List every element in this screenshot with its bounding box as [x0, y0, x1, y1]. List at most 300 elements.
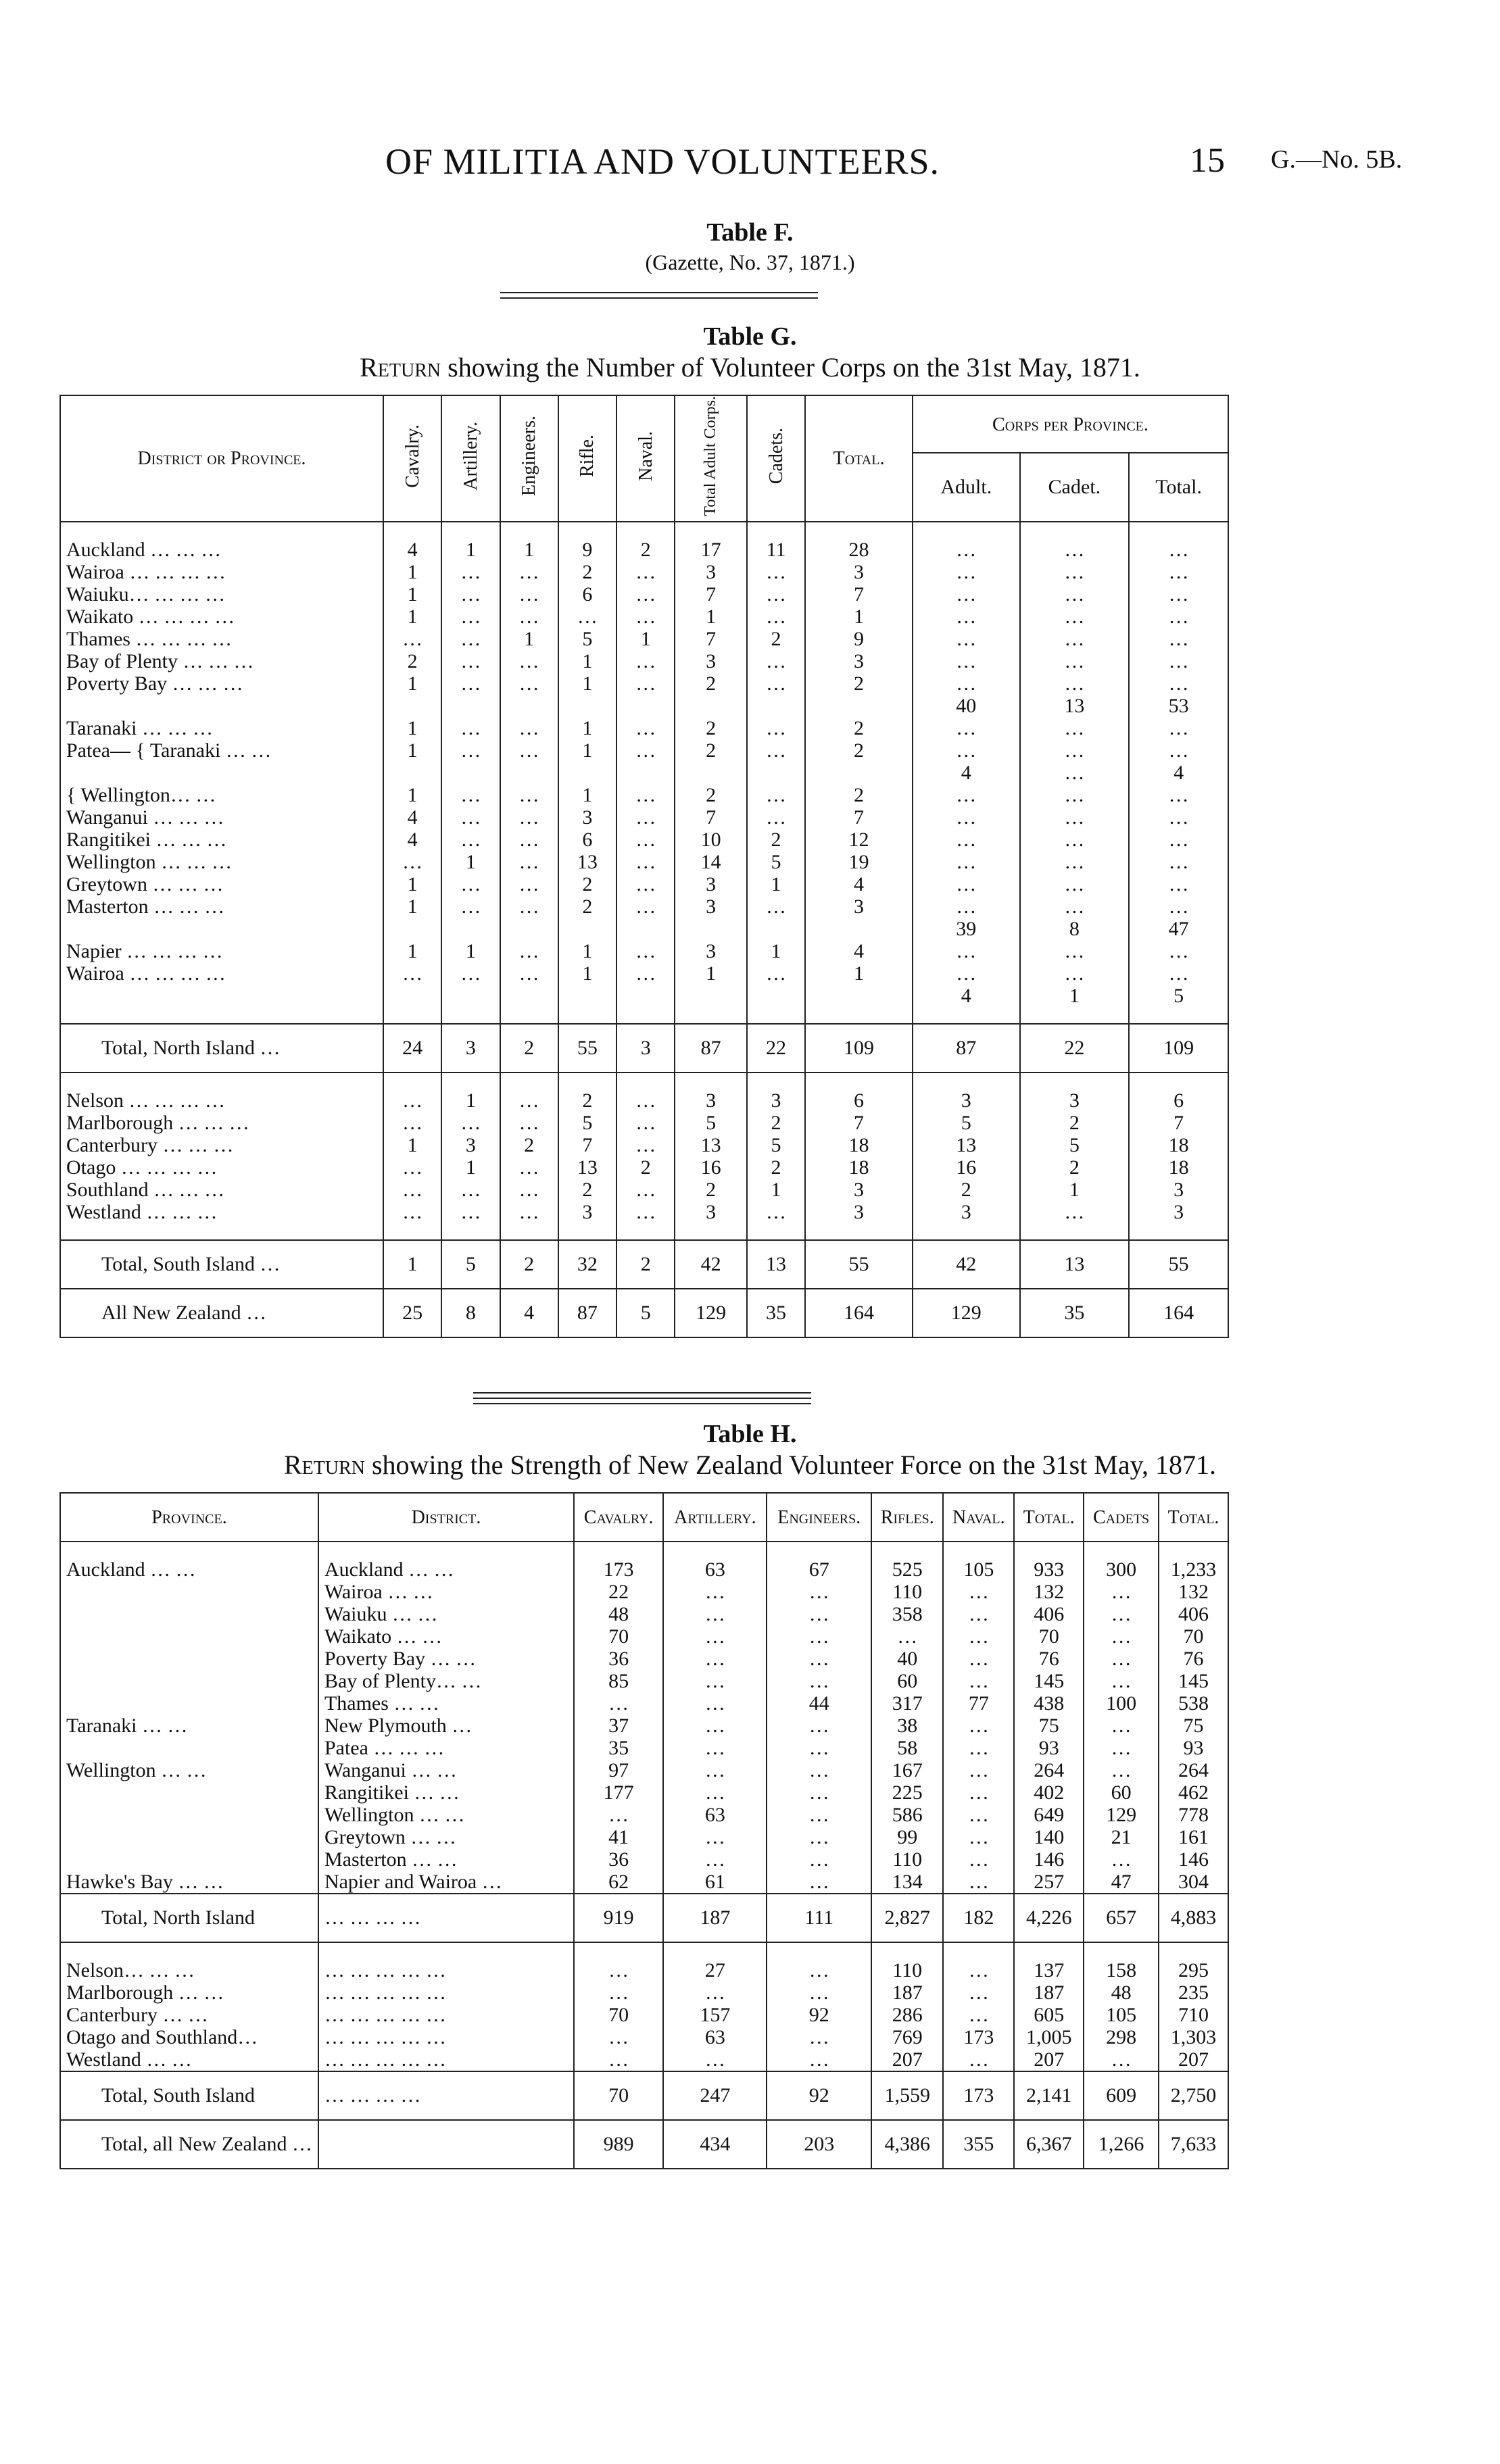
table-cell: …	[500, 1112, 558, 1134]
table-cell: 462	[1159, 1781, 1228, 1804]
column-header: Total.	[1014, 1493, 1084, 1542]
table-cell: 87	[913, 1024, 1020, 1073]
table-cell: …	[943, 1625, 1014, 1648]
table-cell: 919	[574, 1894, 663, 1942]
table-cell: 1	[675, 606, 747, 628]
table-cell: …	[616, 940, 675, 962]
col-naval: Naval.	[616, 395, 675, 522]
row-label: Patea … … …	[318, 1737, 574, 1759]
table-cell: 1,303	[1159, 2026, 1228, 2048]
table-cell: 48	[1084, 1981, 1159, 2004]
table-cell: 44	[767, 1692, 871, 1715]
table-cell: 36	[574, 1648, 663, 1670]
table-cell: 2	[805, 784, 913, 806]
table-cell: …	[767, 1759, 871, 1781]
table-cell: 3	[675, 940, 747, 962]
table-cell: 5	[441, 1240, 500, 1289]
total-row	[60, 1894, 1228, 1942]
table-cell: …	[500, 1201, 558, 1223]
table-cell: 173	[943, 2026, 1014, 2048]
table-cell: 4,386	[871, 2120, 943, 2169]
col-cavalry: Cavalry.	[383, 395, 441, 522]
column-header: Cavalry.	[574, 1493, 663, 1542]
table-cell: 177	[574, 1781, 663, 1804]
table-cell: …	[767, 1625, 871, 1648]
table-cell: …	[913, 806, 1020, 829]
table-cell: 109	[1129, 1024, 1228, 1073]
spacer-row	[60, 1073, 1228, 1089]
table-cell: 295	[1159, 1959, 1228, 1981]
table-cell	[558, 695, 616, 717]
row-label: … … … … …	[318, 2004, 574, 2026]
table-cell: …	[1020, 739, 1130, 762]
divider	[500, 297, 818, 299]
table-cell: 146	[1159, 1848, 1228, 1871]
table-cell: …	[383, 851, 441, 873]
table-row	[60, 717, 1228, 739]
table-cell: 28	[805, 539, 913, 561]
table-cell: …	[767, 1804, 871, 1826]
row-label	[318, 2120, 574, 2169]
table-cell: 2	[675, 672, 747, 695]
table-cell: 87	[675, 1024, 747, 1073]
table-g	[59, 395, 1229, 1338]
table-cell: 1	[441, 1089, 500, 1112]
table-cell: 1	[1020, 985, 1130, 1007]
table-cell: 5	[747, 851, 805, 873]
row-label: Bay of Plenty… …	[318, 1670, 574, 1692]
table-cell: 76	[1159, 1648, 1228, 1670]
table-cell: 2	[558, 561, 616, 583]
table-cell: 3	[913, 1201, 1020, 1223]
col-adult: Adult.	[913, 453, 1020, 522]
table-cell: …	[943, 1648, 1014, 1670]
table-cell: 1	[1020, 1179, 1130, 1201]
row-label: Canterbury … …	[66, 2004, 208, 2026]
table-cell: 187	[663, 1894, 767, 1942]
table-cell: 87	[558, 1289, 616, 1337]
row-label	[60, 1692, 318, 1715]
row-label: All New Zealand …	[60, 1289, 383, 1337]
table-cell: …	[616, 672, 675, 695]
table-cell: …	[616, 1201, 675, 1223]
table-cell: 41	[574, 1826, 663, 1848]
table-cell: 207	[1014, 2048, 1084, 2071]
row-label: Wanganui … … …	[66, 806, 224, 829]
row-label: Taranaki … …	[66, 1715, 188, 1737]
table-cell: 92	[767, 2004, 871, 2026]
table-cell: 63	[663, 1804, 767, 1826]
row-label	[60, 1826, 318, 1848]
table-cell: 609	[1084, 2071, 1159, 2120]
table-cell: …	[616, 1089, 675, 1112]
row-label: Rangitikei … …	[318, 1781, 574, 1804]
table-cell: …	[441, 672, 500, 695]
table-cell: 18	[805, 1134, 913, 1156]
table-cell: 1	[383, 561, 441, 583]
table-cell: 6	[558, 829, 616, 851]
table-cell: 304	[1159, 1871, 1228, 1894]
row-label: Napier and Wairoa …	[318, 1871, 574, 1894]
table-cell: …	[1020, 851, 1130, 873]
table-cell: 140	[1014, 1826, 1084, 1848]
table-cell: …	[441, 873, 500, 895]
table-cell: 111	[767, 1894, 871, 1942]
table-row	[60, 650, 1228, 672]
table-cell: …	[500, 851, 558, 873]
table-cell: …	[663, 1670, 767, 1692]
table-cell	[616, 918, 675, 940]
row-label	[60, 1737, 318, 1759]
row-label: Waikato … … … …	[66, 605, 235, 628]
table-cell: 203	[767, 2120, 871, 2169]
table-cell: …	[943, 2004, 1014, 2026]
table-cell: …	[500, 895, 558, 918]
table-cell: 1	[383, 606, 441, 628]
table-cell: …	[1084, 1715, 1159, 1737]
table-cell: 649	[1014, 1804, 1084, 1826]
table-cell: …	[663, 1692, 767, 1715]
table-cell: 58	[871, 1737, 943, 1759]
table-cell: …	[1084, 1625, 1159, 1648]
table-cell: 109	[805, 1024, 913, 1073]
table-cell: …	[767, 1871, 871, 1894]
table-cell: 710	[1159, 2004, 1228, 2026]
table-cell: 110	[871, 1581, 943, 1603]
row-label	[60, 1848, 318, 1871]
row-label: … … … …	[318, 2071, 574, 2120]
table-cell: …	[441, 1112, 500, 1134]
table-g-caption: Table G.	[703, 322, 797, 351]
table-cell: 2	[383, 650, 441, 672]
table-cell: 18	[1129, 1156, 1228, 1179]
table-cell: …	[1020, 895, 1130, 918]
row-label: { Wellington… …	[66, 783, 216, 806]
table-cell	[441, 695, 500, 717]
table-cell: 1	[383, 739, 441, 762]
spacer-row	[60, 1542, 1228, 1558]
table-cell: …	[1020, 784, 1130, 806]
row-label: Waiuku… … … …	[66, 583, 226, 606]
divider	[500, 292, 818, 293]
table-row	[60, 1781, 1228, 1804]
table-cell: 434	[663, 2120, 767, 2169]
table-cell: 110	[871, 1959, 943, 1981]
table-cell	[805, 695, 913, 717]
row-label: Masterton … … …	[66, 895, 225, 918]
table-cell: 3	[675, 895, 747, 918]
table-cell: …	[1020, 650, 1130, 672]
table-cell: 9	[558, 539, 616, 561]
table-cell: …	[500, 829, 558, 851]
table-cell: …	[441, 583, 500, 606]
table-cell	[616, 695, 675, 717]
table-cell: 1	[805, 962, 913, 985]
table-cell: 3	[1129, 1179, 1228, 1201]
table-row	[60, 895, 1228, 918]
table-cell: 586	[871, 1804, 943, 1826]
table-cell: …	[943, 1959, 1014, 1981]
table-cell: …	[616, 851, 675, 873]
table-cell: 5	[558, 628, 616, 650]
table-cell: …	[1129, 606, 1228, 628]
table-cell: 264	[1014, 1759, 1084, 1781]
table-cell: 5	[1129, 985, 1228, 1007]
table-cell: 3	[913, 1089, 1020, 1112]
table-h-return-text: showing the Strength of New Zealand Volunteer Force on the 31st May, 1871.	[371, 1450, 1217, 1480]
table-cell: …	[767, 1670, 871, 1692]
table-cell: 358	[871, 1603, 943, 1625]
row-label: … … … … …	[318, 1981, 574, 2004]
row-label: Wairoa … … … …	[66, 962, 226, 985]
table-cell: 1	[558, 717, 616, 739]
table-cell: 5	[1020, 1134, 1130, 1156]
row-label: Westland … … …	[66, 1200, 218, 1223]
table-cell: 173	[943, 2071, 1014, 2120]
table-row	[60, 628, 1228, 650]
table-cell: 145	[1014, 1670, 1084, 1692]
table-cell: 1	[558, 962, 616, 985]
table-cell: 19	[805, 851, 913, 873]
table-row	[60, 1804, 1228, 1826]
table-cell: …	[383, 628, 441, 650]
table-cell: 93	[1159, 1737, 1228, 1759]
row-label: Thames … … … …	[66, 627, 232, 650]
table-cell: 35	[574, 1737, 663, 1759]
table-cell: …	[383, 1089, 441, 1112]
table-cell: 3	[805, 1179, 913, 1201]
table-cell: 132	[1014, 1581, 1084, 1603]
table-cell: …	[500, 650, 558, 672]
table-cell: …	[441, 1179, 500, 1201]
table-cell: 286	[871, 2004, 943, 2026]
table-cell: 13	[675, 1134, 747, 1156]
table-cell: 1	[383, 940, 441, 962]
table-cell: …	[663, 1826, 767, 1848]
row-label	[60, 1603, 318, 1625]
table-cell: …	[500, 784, 558, 806]
table-cell: 76	[1014, 1648, 1084, 1670]
table-cell: 182	[943, 1894, 1014, 1942]
table-cell: …	[1020, 806, 1130, 829]
table-cell: 77	[943, 1692, 1014, 1715]
table-cell: …	[1129, 717, 1228, 739]
table-cell: 4	[383, 829, 441, 851]
table-cell: …	[1084, 1648, 1159, 1670]
table-cell	[500, 695, 558, 717]
table-cell: 7	[558, 1134, 616, 1156]
row-label: Canterbury … … …	[66, 1133, 234, 1156]
table-cell: 4,226	[1014, 1894, 1084, 1942]
table-cell: 778	[1159, 1804, 1228, 1826]
table-cell: 61	[663, 1871, 767, 1894]
table-cell: …	[1129, 561, 1228, 583]
table-cell: …	[616, 1134, 675, 1156]
table-row	[60, 1715, 1228, 1737]
col-total: Total.	[805, 395, 913, 522]
table-row	[60, 1112, 1228, 1134]
table-cell: 769	[871, 2026, 943, 2048]
table-cell: 3	[558, 806, 616, 829]
table-cell: 525	[871, 1558, 943, 1581]
table-cell: …	[747, 650, 805, 672]
table-cell: 355	[943, 2120, 1014, 2169]
table-cell: 2	[805, 739, 913, 762]
table-cell: …	[747, 561, 805, 583]
table-row	[60, 1625, 1228, 1648]
table-cell: 1	[441, 1156, 500, 1179]
table-cell: …	[913, 717, 1020, 739]
table-cell: 38	[871, 1715, 943, 1737]
table-cell: …	[500, 940, 558, 962]
table-cell: …	[943, 1603, 1014, 1625]
row-label: Wellington … …	[66, 1759, 207, 1781]
table-cell: 538	[1159, 1692, 1228, 1715]
table-cell: 13	[913, 1134, 1020, 1156]
row-label: Wellington … …	[318, 1804, 574, 1826]
table-cell: 5	[558, 1112, 616, 1134]
table-cell: …	[1084, 2048, 1159, 2071]
table-g-return-word: Return	[360, 352, 441, 383]
table-cell: 2	[675, 717, 747, 739]
table-cell: …	[1129, 940, 1228, 962]
table-row	[60, 1959, 1228, 1981]
table-row	[60, 1134, 1228, 1156]
table-cell: 137	[1014, 1959, 1084, 1981]
table-cell: 207	[871, 2048, 943, 2071]
table-cell: 3	[441, 1024, 500, 1073]
table-cell: 1	[500, 628, 558, 650]
table-cell: …	[500, 606, 558, 628]
table-cell: 25	[383, 1289, 441, 1337]
table-cell: 47	[1084, 1871, 1159, 1894]
table-row	[60, 1603, 1228, 1625]
table-cell	[441, 918, 500, 940]
table-cell: 2,827	[871, 1894, 943, 1942]
table-cell: 99	[871, 1826, 943, 1848]
table-cell: 1	[383, 873, 441, 895]
table-cell	[383, 695, 441, 717]
table-cell	[383, 762, 441, 784]
table-cell: …	[616, 829, 675, 851]
table-row	[60, 1558, 1228, 1581]
table-cell: 158	[1084, 1959, 1159, 1981]
table-cell: …	[1129, 650, 1228, 672]
table-cell	[616, 762, 675, 784]
table-cell: 1	[383, 717, 441, 739]
table-row	[60, 918, 1228, 940]
table-cell: 1	[747, 873, 805, 895]
table-cell: 145	[1159, 1670, 1228, 1692]
column-header: Artillery.	[663, 1493, 767, 1542]
table-cell: …	[913, 962, 1020, 985]
table-cell: 47	[1129, 918, 1228, 940]
table-cell: 1	[383, 1134, 441, 1156]
table-cell: 1,266	[1084, 2120, 1159, 2169]
row-label	[60, 1804, 318, 1826]
table-cell: 9	[805, 628, 913, 650]
table-row	[60, 1670, 1228, 1692]
column-header: Naval.	[943, 1493, 1014, 1542]
table-cell: 1	[383, 895, 441, 918]
table-cell: …	[1084, 1759, 1159, 1781]
table-cell: …	[1129, 962, 1228, 985]
table-cell: …	[500, 561, 558, 583]
table-cell: 55	[558, 1024, 616, 1073]
table-cell: 12	[805, 829, 913, 851]
table-cell: …	[500, 1089, 558, 1112]
row-label: Total, all New Zealand …	[60, 2120, 318, 2169]
table-cell: 4	[383, 806, 441, 829]
table-cell: …	[943, 2048, 1014, 2071]
table-cell: …	[1084, 1581, 1159, 1603]
row-label: Greytown … …	[318, 1826, 574, 1848]
table-f-caption: Table F.	[706, 218, 794, 247]
table-cell: …	[441, 895, 500, 918]
table-cell: 235	[1159, 1981, 1228, 2004]
table-cell: 3	[675, 650, 747, 672]
table-cell: …	[441, 829, 500, 851]
table-cell: …	[574, 1959, 663, 1981]
table-cell: 3	[805, 650, 913, 672]
row-label	[60, 762, 383, 784]
table-cell: 6	[805, 1089, 913, 1112]
table-cell: …	[441, 717, 500, 739]
row-label: … … … … …	[318, 2048, 574, 2071]
table-row	[60, 2048, 1228, 2071]
table-cell: 42	[913, 1240, 1020, 1289]
row-label: Patea— { Taranaki … …	[66, 739, 272, 762]
table-cell: 67	[767, 1558, 871, 1581]
table-cell: 2	[913, 1179, 1020, 1201]
table-cell: 63	[663, 1558, 767, 1581]
table-cell: 60	[871, 1670, 943, 1692]
table-cell: 3	[675, 1089, 747, 1112]
table-cell: …	[558, 606, 616, 628]
table-cell: 7	[675, 583, 747, 606]
table-cell: 3	[616, 1024, 675, 1073]
table-row	[60, 2026, 1228, 2048]
row-label: Marlborough … … …	[66, 1111, 249, 1134]
table-cell: 42	[675, 1240, 747, 1289]
table-row	[60, 583, 1228, 606]
col-cadets: Cadets.	[747, 395, 805, 522]
table-cell: …	[913, 873, 1020, 895]
table-cell: 8	[441, 1289, 500, 1337]
table-cell: 35	[1020, 1289, 1130, 1337]
table-row	[60, 739, 1228, 762]
table-row	[60, 1826, 1228, 1848]
table-cell: …	[663, 1781, 767, 1804]
table-cell: …	[1020, 628, 1130, 650]
table-cell: 1	[441, 539, 500, 561]
table-cell: …	[767, 1581, 871, 1603]
table-cell: 6	[558, 583, 616, 606]
table-cell: …	[747, 895, 805, 918]
page-number: 15	[1190, 141, 1225, 180]
table-cell: …	[1084, 1848, 1159, 1871]
table-cell: …	[441, 606, 500, 628]
table-cell: 22	[574, 1581, 663, 1603]
col-corps-per-province: Corps per Province.	[913, 395, 1228, 453]
table-cell: …	[500, 1179, 558, 1201]
table-cell: …	[943, 1981, 1014, 2004]
table-cell: …	[616, 606, 675, 628]
table-cell: 1	[383, 784, 441, 806]
table-cell: 63	[663, 2026, 767, 2048]
table-row	[60, 695, 1228, 717]
row-label	[60, 1581, 318, 1603]
